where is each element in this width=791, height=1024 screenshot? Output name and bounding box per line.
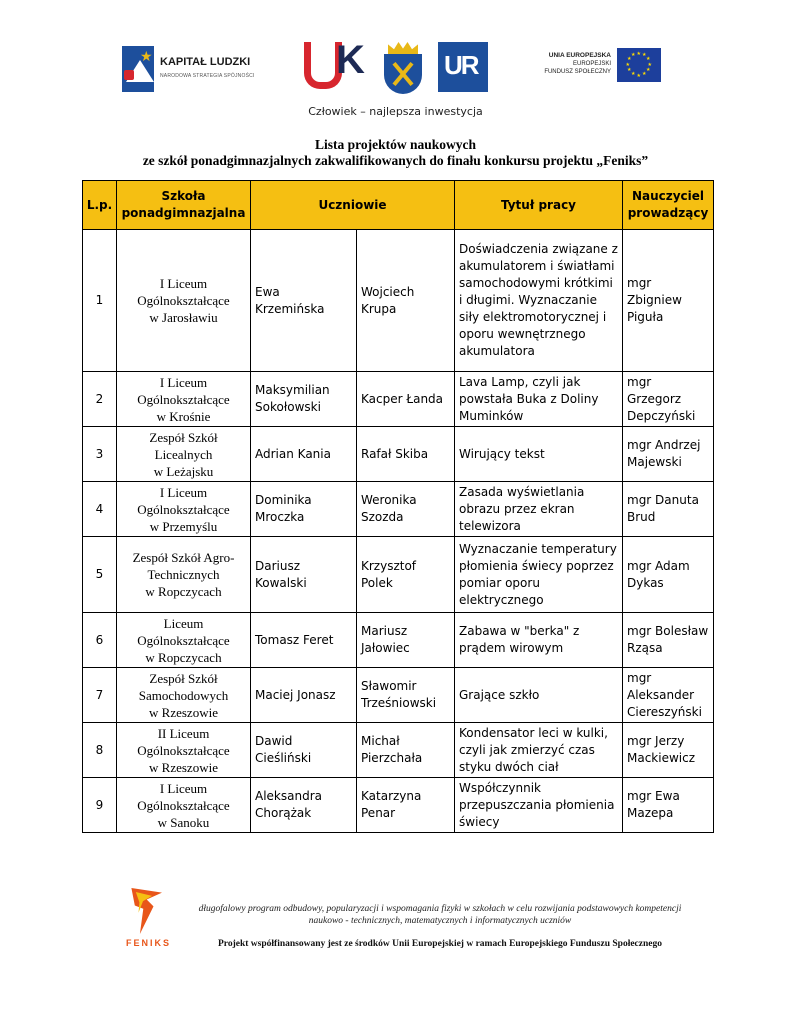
eu-line1: UNIA EUROPEJSKA <box>548 52 611 59</box>
eu-star-icon: ★ <box>625 61 630 68</box>
header-students: Uczniowie <box>251 181 455 230</box>
cell-title: Zasada wyświetlania obrazu przez ekran telewizora <box>455 482 623 537</box>
cell-student-1: Ewa Krzemińska <box>251 230 357 372</box>
crown-icon <box>388 42 418 54</box>
school-line: w Rzeszowie <box>149 759 218 775</box>
school-line: Samochodowych <box>138 687 229 703</box>
coat-of-arms-logo <box>380 42 426 94</box>
cell-teacher: mgr Andrzej Majewski <box>623 427 714 482</box>
cell-student-1: Dawid Cieśliński <box>251 723 357 778</box>
table-row <box>83 482 714 537</box>
cell-teacher: mgr Jerzy Mackiewicz <box>623 723 714 778</box>
cell-lp: 7 <box>83 668 117 723</box>
cell-title: Zabawa w "berka" z prądem wirowym <box>455 613 623 668</box>
table-body <box>83 230 714 833</box>
shield-icon <box>384 54 422 94</box>
cell-lp: 3 <box>83 427 117 482</box>
cell-student-2: Rafał Skiba <box>357 427 455 482</box>
school-line: w Leżajsku <box>153 463 214 479</box>
title-line2: ze szkół ponadgimnazjalnych zakwalifikowanych do finału konkursu projektu „Feniks” <box>142 153 649 168</box>
cell-student-2: Mariusz Jałowiec <box>357 613 455 668</box>
cell-title: Wyznaczanie temperatury płomienia świecy poprzez pomiar oporu elektrycznego <box>455 537 623 613</box>
school-line: Ogólnokształcące <box>137 742 230 758</box>
eu-star-icon: ★ <box>642 51 647 58</box>
header-title: Tytuł pracy <box>455 181 623 230</box>
cell-title: Grające szkło <box>455 668 623 723</box>
cell-student-1: Adrian Kania <box>251 427 357 482</box>
cell-school <box>117 230 251 372</box>
kapital-ludzki-emblem <box>122 46 154 92</box>
kapital-ludzki-star-icon: ★ <box>140 49 153 65</box>
cell-lp: 4 <box>83 482 117 537</box>
eu-star-icon: ★ <box>642 71 647 78</box>
eu-star-icon: ★ <box>636 50 641 57</box>
school-line: Ogólnokształcące <box>137 797 230 813</box>
cell-student-2: Wojciech Krupa <box>357 230 455 372</box>
kapital-ludzki-logo <box>122 46 272 92</box>
cell-title: Lava Lamp, czyli jak powstała Buka z Doliny Muminków <box>455 372 623 427</box>
cell-teacher: mgr Adam Dykas <box>623 537 714 613</box>
school-line: Liceum <box>163 615 204 631</box>
cell-lp: 1 <box>83 230 117 372</box>
cell-student-2: Sławomir Trześniowski <box>357 668 455 723</box>
eu-star-icon: ★ <box>647 61 652 68</box>
table-row <box>83 668 714 723</box>
uk-logo-k: K <box>336 38 365 82</box>
eu-star-icon: ★ <box>636 72 641 79</box>
eu-star-icon: ★ <box>626 56 632 62</box>
cell-student-2: Krzysztof Polek <box>357 537 455 613</box>
page-title <box>0 137 791 169</box>
kapital-ludzki-red-square-icon <box>124 70 134 80</box>
school-line: w Sanoku <box>157 814 210 830</box>
kapital-ludzki-name: KAPITAŁ LUDZKI <box>160 56 251 68</box>
eu-flag-icon <box>617 48 661 82</box>
header-school: Szkoła ponadgimnazjalna <box>117 181 251 230</box>
cell-student-1: Tomasz Feret <box>251 613 357 668</box>
eu-line3: FUNDUSZ SPOŁECZNY <box>544 69 611 75</box>
projects-table <box>82 180 714 833</box>
cell-school <box>117 613 251 668</box>
ur-logo <box>438 42 488 92</box>
feniks-logo <box>118 886 188 956</box>
eu-logo <box>516 48 661 88</box>
cell-lp: 8 <box>83 723 117 778</box>
eu-line2: EUROPEJSKI <box>572 61 611 67</box>
eu-star-icon: ★ <box>646 67 651 73</box>
school-line: w Ropczycach <box>145 584 222 599</box>
cell-school <box>117 778 251 833</box>
school-line: w Ropczycach <box>145 649 222 665</box>
footer-funding-note: Projekt współfinansowany jest ze środków Unii Europejskiej w ramach Europejskiego Funduszu Społecznego <box>218 939 662 949</box>
cell-teacher: mgr Ewa Mazepa <box>623 778 714 833</box>
cell-student-2: Weronika Szozda <box>357 482 455 537</box>
cell-teacher: mgr Danuta Brud <box>623 482 714 537</box>
table-row <box>83 372 714 427</box>
cell-school <box>117 723 251 778</box>
cell-student-1: Dariusz Kowalski <box>251 537 357 613</box>
school-line: Technicznych <box>147 567 220 582</box>
eu-logo-text <box>544 52 611 76</box>
school-line: Zespół Szkół Agro- <box>132 550 235 565</box>
table-row <box>83 427 714 482</box>
cell-school <box>117 482 251 537</box>
cell-teacher: mgr Zbigniew Piguła <box>623 230 714 372</box>
school-line: Ogólnokształcące <box>137 632 230 648</box>
cell-teacher: mgr Bolesław Rząsa <box>623 613 714 668</box>
cell-teacher: mgr Grzegorz Depczyński <box>623 372 714 427</box>
eu-star-icon: ★ <box>631 71 636 78</box>
eu-star-icon: ★ <box>626 67 632 73</box>
cell-school <box>117 668 251 723</box>
cell-school <box>117 427 251 482</box>
table-row <box>83 778 714 833</box>
footer-program-description: długofalowy program odbudowy, popularyzacji i wspomagania fizyki w szkołach w celu rozwijania podstawowych kompetencji naukowo - technicznych, matematycznych i informatycznych uczniów <box>198 904 682 926</box>
table-row <box>83 613 714 668</box>
kapital-ludzki-subtitle: NARODOWA STRATEGIA SPÓJNOŚCI <box>160 73 255 79</box>
cell-teacher: mgr Aleksander Ciereszyński <box>623 668 714 723</box>
cell-school <box>117 537 251 613</box>
school-line: Ogólnokształcące <box>137 391 230 407</box>
school-line: Ogólnokształcące <box>137 501 230 517</box>
school-line: II Liceum <box>157 725 210 741</box>
cell-lp: 2 <box>83 372 117 427</box>
cell-student-2: Michał Pierzchała <box>357 723 455 778</box>
eu-star-icon: ★ <box>631 51 636 58</box>
school-line: Ogólnokształcące <box>137 293 230 308</box>
cell-title: Kondensator leci w kulki, czyli jak zmierzyć czas styku dwóch ciał <box>455 723 623 778</box>
table-row <box>83 230 714 372</box>
school-line: w Rzeszowie <box>149 704 218 720</box>
school-line: Zespół Szkół <box>149 429 218 445</box>
table-row <box>83 537 714 613</box>
cell-lp: 5 <box>83 537 117 613</box>
cell-title: Wirujący tekst <box>455 427 623 482</box>
cell-student-1: Aleksandra Chorążak <box>251 778 357 833</box>
school-line: Licealnych <box>154 446 213 462</box>
cell-student-1: Maksymilian Sokołowski <box>251 372 357 427</box>
table-row <box>83 723 714 778</box>
eu-star-icon: ★ <box>646 56 651 62</box>
cell-lp: 9 <box>83 778 117 833</box>
title-line1: Lista projektów naukowych <box>314 137 477 152</box>
school-line: w Krośnie <box>156 408 211 424</box>
cell-student-1: Maciej Jonasz <box>251 668 357 723</box>
school-line: w Przemyślu <box>149 518 218 534</box>
cell-lp: 6 <box>83 613 117 668</box>
motto: Człowiek – najlepsza inwestycja <box>308 105 483 118</box>
uk-logo <box>302 38 374 94</box>
cell-student-2: Katarzyna Penar <box>357 778 455 833</box>
cell-school <box>117 372 251 427</box>
school-line: w Jarosławiu <box>149 310 218 325</box>
feniks-logo-text: FENIKS <box>126 938 172 948</box>
cell-student-2: Kacper Łanda <box>357 372 455 427</box>
header-lp: L.p. <box>83 181 117 230</box>
table-header-row <box>83 181 714 230</box>
school-line: I Liceum <box>159 374 208 390</box>
school-line: I Liceum <box>159 276 208 291</box>
school-line: I Liceum <box>159 484 208 500</box>
cell-title: Doświadczenia związane z akumulatorem i światłami samochodowymi krótkimi i długimi. Wyznaczanie siły elektromotorycznej i oporu wewnętrznego akumulatora <box>455 230 623 372</box>
header-logos <box>0 38 791 98</box>
header-teacher: Nauczyciel prowadzący <box>623 181 714 230</box>
cell-student-1: Dominika Mroczka <box>251 482 357 537</box>
school-line: I Liceum <box>159 780 208 796</box>
cell-title: Współczynnik przepuszczania płomienia świecy <box>455 778 623 833</box>
school-line: Zespół Szkół <box>149 670 218 686</box>
ur-logo-text: UR <box>444 50 478 80</box>
